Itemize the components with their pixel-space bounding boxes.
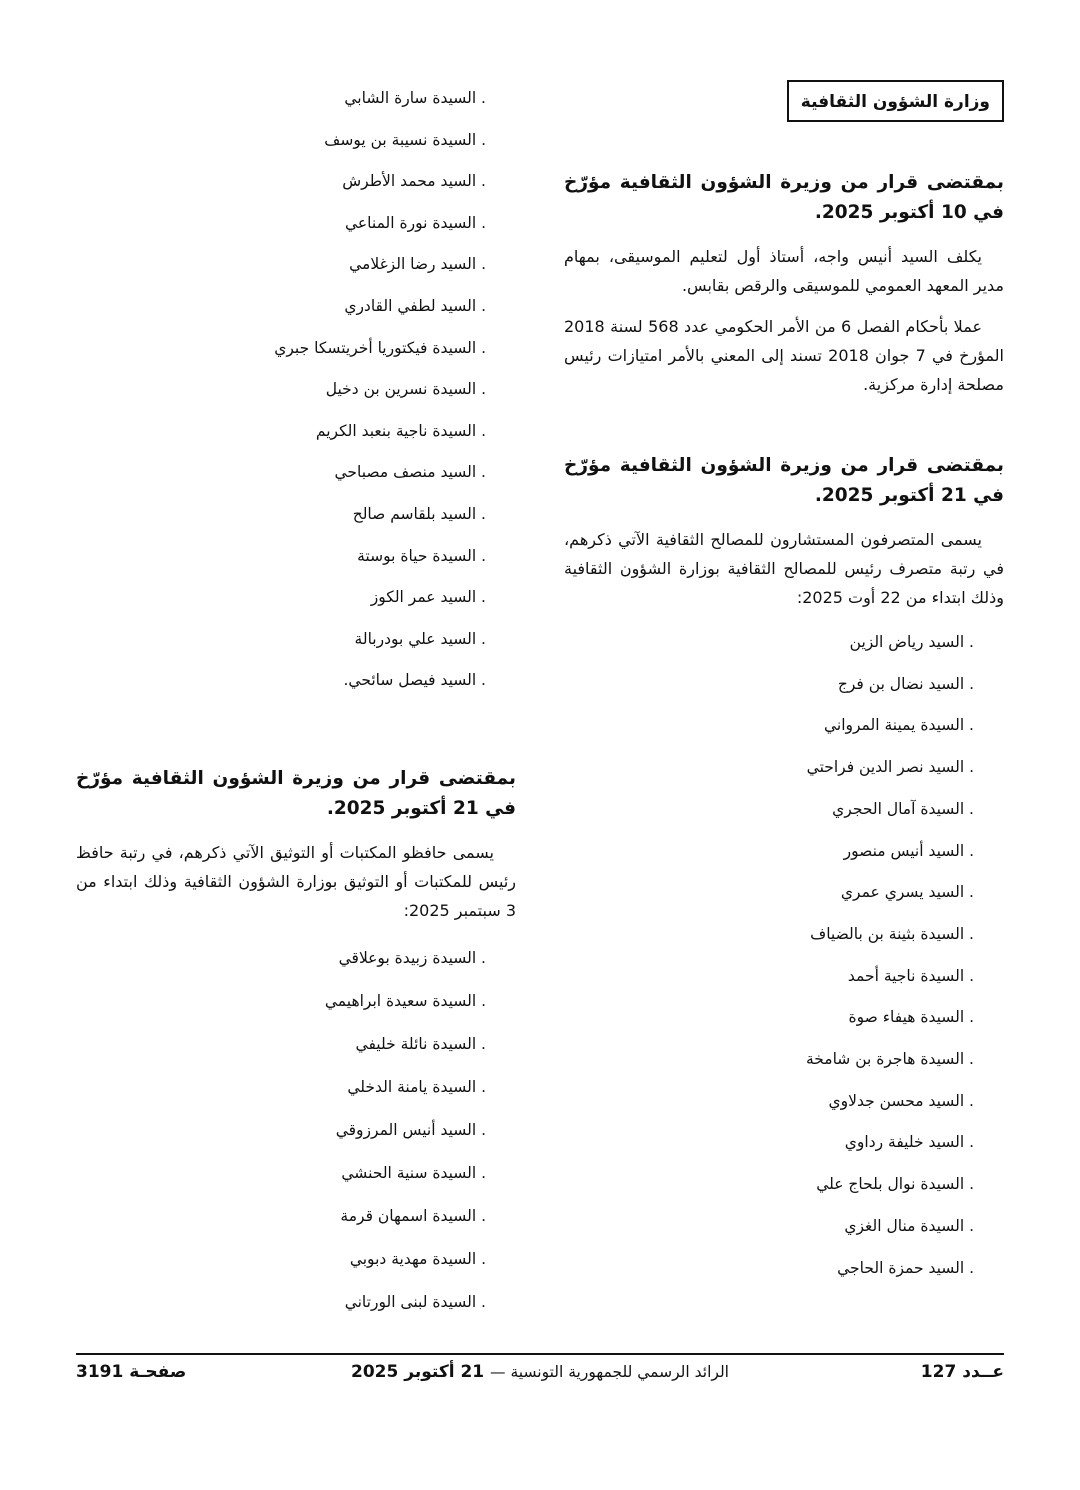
list-item: . السيد منصف مصباحي — [334, 463, 486, 482]
list-item: . السيد فيصل سائحي. — [343, 671, 486, 690]
right-column — [564, 78, 1004, 1289]
issue-number: عــدد 127 — [920, 1362, 1004, 1382]
list-item: . السيدة زبيدة بوعلاقي — [338, 948, 486, 967]
ministry-title: وزارة الشؤون الثقافية — [787, 80, 1004, 122]
list-item: . السيد يسري عمري — [840, 883, 974, 902]
list-item: . السيدة منال الغزي — [844, 1216, 974, 1235]
list-item: . السيدة نورة المناعي — [345, 213, 486, 232]
list-item: . السيد رياض الزين — [849, 633, 974, 651]
list-item: . السيدة نسيبة بن يوسف — [324, 130, 486, 149]
list-item: . السيد عمر الكوز — [370, 588, 486, 607]
publication-line — [351, 1362, 729, 1382]
list-item: . السيدة فيكتوريا أخريتسكا جبري — [274, 338, 486, 357]
list-item: . السيد بلقاسم صالح — [352, 504, 486, 523]
list-item: . السيدة لبنى الورتاني — [344, 1292, 486, 1311]
list-item: . السيد أنيس منصور — [843, 841, 974, 860]
list-item: . السيدة مهدية دبوبي — [349, 1249, 486, 1268]
list-item: . السيد حمزة الحاجي — [837, 1258, 974, 1277]
list-item: . السيد خليفة رداوي — [844, 1133, 974, 1152]
decision-1-heading: بمقتضى قرار من وزيرة الشؤون الثقافية مؤرّخ في 10 أكتوبر 2025. — [564, 172, 1004, 223]
footer-divider — [76, 1353, 1004, 1355]
list-item: . السيدة حياة بوستة — [357, 546, 486, 565]
list-item: . السيدة هاجرة بن شامخة — [805, 1050, 974, 1069]
list-item: . السيد لطفي القادري — [344, 296, 486, 315]
list-item: . السيدة سنية الحنشي — [341, 1163, 486, 1182]
decision-2-names-continued — [76, 78, 516, 702]
list-item: . السيدة ناجية بنعبد الكريم — [315, 421, 486, 440]
list-item: . السيدة يامنة الدخلي — [347, 1077, 486, 1096]
page-number: صفحـة 3191 — [76, 1362, 187, 1382]
list-item: . السيدة سعيدة ابراهيمي — [324, 991, 486, 1010]
decision-3-paragraph: يسمى حافظو المكتبات أو التوثيق الآتي ذكرهم، في رتبة حافظ رئيس للمكتبات أو التوثيق بوزارة الشؤون الثقافية وذلك ابتداء من 3 سبتمبر 2025: — [76, 842, 516, 920]
list-item: . السيدة هيفاء صوة — [848, 1008, 974, 1027]
decision-2-paragraph: يسمى المتصرفون المستشارون للمصالح الثقافية الآتي ذكرهم، في رتبة متصرف رئيس للمصالح الثقافية بوزارة الشؤون الثقافية وذلك ابتداء من 22 أوت 2025: — [564, 530, 1004, 607]
decision-2-heading: بمقتضى قرار من وزيرة الشؤون الثقافية مؤرّخ في 21 أكتوبر 2025. — [564, 455, 1004, 506]
page-footer — [76, 1362, 1004, 1392]
decision-1-paragraph-1: يكلف السيد أنيس واجه، أستاذ أول لتعليم الموسيقى، بمهام مدير المعهد العمومي للموسيقى والرقص بقابس. — [564, 247, 1004, 295]
list-item: . السيدة ناجية أحمد — [847, 966, 974, 985]
list-item: . السيدة سارة الشابي — [344, 89, 486, 107]
list-item: . السيدة نوال بلحاج علي — [816, 1175, 974, 1194]
list-item: . السيدة آمال الحجري — [832, 799, 974, 818]
list-item: . السيد محسن جدلاوي — [828, 1091, 974, 1110]
list-item: . السيدة نائلة خليفي — [355, 1034, 486, 1053]
decision-1-paragraph-2: عملا بأحكام الفصل 6 من الأمر الحكومي عدد 568 لسنة 2018 المؤرخ في 7 جوان 2018 تسند إلى المعني بالأمر امتيازات رئيس مصلحة إدارة مركزية. — [564, 317, 1004, 394]
left-column — [76, 78, 516, 1324]
list-item: . السيدة نسرين بن دخيل — [325, 380, 486, 399]
list-item: . السيد أنيس المرزوقي — [335, 1120, 486, 1139]
list-item: . السيدة يمينة المرواني — [823, 716, 974, 735]
list-item: . السيد علي بودربالة — [354, 629, 486, 648]
decision-3-heading: بمقتضى قرار من وزيرة الشؤون الثقافية مؤرّخ في 21 أكتوبر 2025. — [76, 767, 516, 819]
list-item: . السيدة اسمهان قرمة — [340, 1206, 486, 1225]
list-item: . السيد رضا الزغلامي — [349, 255, 486, 274]
list-item: . السيد محمد الأطرش — [342, 172, 486, 191]
publication-name: الرائد الرسمي للجمهورية التونسية — — [490, 1363, 729, 1381]
list-item: . السيد نصر الدين فراحتي — [806, 758, 974, 777]
list-item: . السيدة بثينة بن بالضياف — [810, 924, 974, 943]
decision-2-names-list — [564, 622, 1004, 1289]
spacer — [564, 411, 1004, 451]
publication-date: 21 أكتوبر 2025 — [351, 1362, 485, 1382]
list-item: . السيد نضال بن فرج — [837, 674, 974, 693]
decision-3-names-list — [76, 937, 516, 1324]
